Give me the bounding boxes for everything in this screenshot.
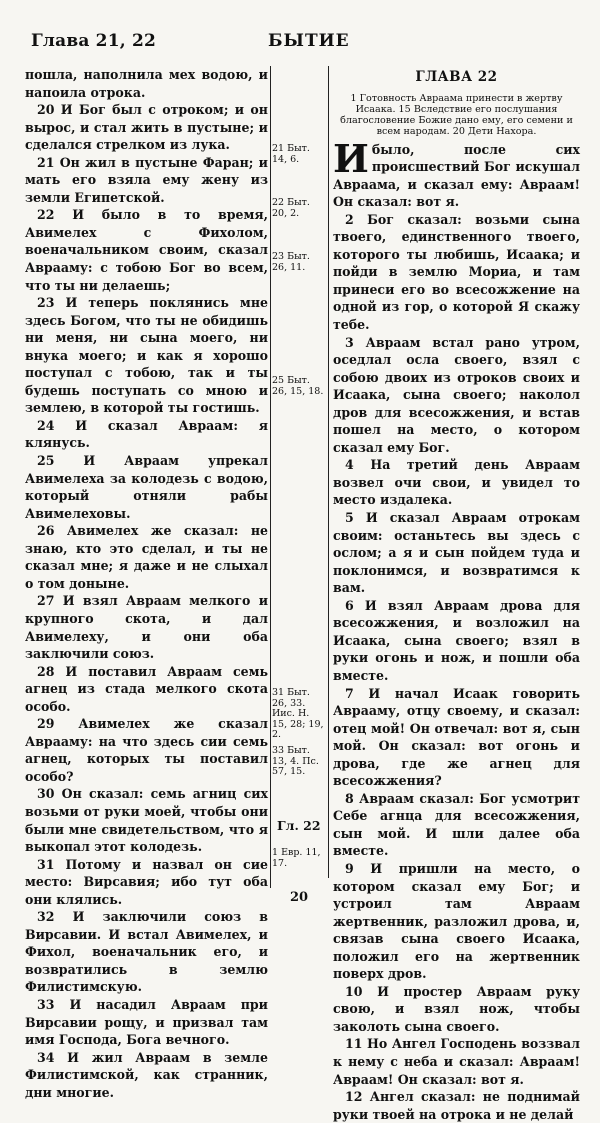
verse-9: 9 И пришли на место, о котором сказал ему Бог; и устроил там Авраам жертвенник, разложил дрова, и, связав сына своего Исаака, положил его на жертвенник поверх дров. [333, 860, 580, 982]
verse-4: 4 На третий день Авраам возвел очи свои, и увидел то место издалека. [333, 457, 580, 508]
verse-7: 7 И начал Исаак говорить Аврааму, отцу своему, и сказал: отец мой! Он отвечал: вот я, сын мой. Он сказал: вот огонь и дрова, где же агнец для всесожжения? [333, 685, 580, 789]
cross-ref: 23 Быт. 26, 11. [272, 251, 310, 273]
verse-3: 3 Авраам встал рано утром, оседлал осла своего, взял с собою двоих из отроков своих и Исаака, сына своего; наколол дров для всесожжения, и встав пошел на место, о котором сказал ему Бог. [333, 334, 580, 455]
verse-12: 12 Ангел сказал: не поднимай руки твоей на отрока и не делай [333, 1089, 580, 1122]
verse-2: 2 Бог сказал: возьми сына твоего, единственного твоего, которого ты любишь, Исаака; и пойди в землю Мориа, и там принеси его во всесожжение на одной из гор, о которой Я скажу тебе. [333, 211, 580, 333]
chapter-marker: Гл. 22 [277, 818, 321, 833]
verse-11: 11 Но Ангел Господень воззвал к нему с неба и сказал: Авраам! Авраам! Он сказал: вот я. [333, 1036, 580, 1087]
verse-1-text: было, после сих происшествий Бог искушал Авраама, и сказал ему: Авраам! Он сказал: вот я. [333, 141, 580, 210]
verse-21: 21 Он жил в пустыне Фаран; и мать его взяла ему жену из земли Египетской. [25, 154, 268, 205]
verse-28: 28 И поставил Авраам семь агнец из стада мелкого скота особо. [25, 663, 268, 714]
verse-33: 33 И насадил Авраам при Вирсавии рощу, и призвал там имя Господа, Бога вечного. [25, 996, 268, 1048]
verse-1 [333, 135, 580, 211]
verse-23: 23 И теперь поклянись мне здесь Богом, что ты не обидишь ни меня, ни сына моего, ни внука моего; и как я хорошо поступал с тобою, так и ты будешь поступать со мною и землею, в которой ты гостишь. [25, 295, 268, 416]
right-column [333, 66, 580, 1123]
verse-6: 6 И взял Авраам дрова для всесожжения, и возложил на Исаака, сына своего; взял в руки огонь и нож, и пошли оба вместе. [333, 597, 580, 683]
cross-ref: 1 Евр. 11, 17. [272, 847, 321, 869]
verse-22: 22 И было в то время, Авимелех с Фихолом, военачальником своим, сказал Аврааму: с тобою Бог во всем, что ты ни делаешь; [25, 207, 268, 293]
verse-31: 31 Потому и назвал он сие место: Вирсавия; ибо тут оба они клялись. [25, 856, 268, 907]
chapter-header: Глава 21, 22 [31, 31, 157, 51]
verse-30: 30 Он сказал: семь агниц сих возьми от руки моей, чтобы они были мне свидетельством, что я выкопал этот колодезь. [25, 786, 268, 855]
verse-34: 34 И жил Авраам в земле Филистимской, как странник, дни многие. [25, 1049, 268, 1100]
column-divider-right [328, 66, 329, 878]
page-number: 20 [290, 890, 309, 905]
cross-ref: 25 Быт. 26, 15, 18. [272, 375, 324, 397]
cross-ref: 31 Быт. 26, 33. Иис. Н. 15, 28; 19, 2. [272, 687, 324, 740]
verse-10: 10 И простер Авраам руку свою, и взял нож, чтобы заколоть сына своего. [333, 983, 580, 1034]
verse-5: 5 И сказал Авраам отрокам своим: останьтесь вы здесь с ослом; а я и сын пойдем туда и поклонимся, и возвратимся к вам. [333, 510, 580, 596]
cross-ref: 22 Быт. 20, 2. [272, 197, 310, 219]
chapter-summary: 1 Готовность Авраама принести в жертву Исаака. 15 Вследствие его послушания благословение Божие дано ему, его семени и всем народам. 20 Дети Нахора. [340, 92, 573, 137]
verse-continuation: пошла, наполнила мех водою, и напоила отрока. [25, 67, 268, 100]
drop-cap: И [333, 135, 369, 181]
cross-ref: 21 Быт. 14, 6. [272, 143, 310, 165]
verse-8: 8 Авраам сказал: Бог усмотрит Себе агнца для всесожжения, сын мой. И шли далее оба вместе. [333, 790, 580, 859]
cross-ref: 33 Быт. 13, 4. Пс. 57, 15. [272, 745, 319, 777]
column-divider-left [270, 66, 271, 888]
verse-24: 24 И сказал Авраам: я клянусь. [25, 417, 268, 451]
book-title: БЫТИЕ [268, 31, 350, 51]
verse-29: 29 Авимелех же сказал Аврааму: на что здесь сии семь агнец, которых ты поставил особо? [25, 716, 268, 784]
verse-27: 27 И взял Авраам мелкого и крупного скота, и дал Авимелеху, и они оба заключили союз. [25, 593, 268, 662]
verse-26: 26 Авимелех же сказал: не знаю, кто это сделал, и ты не сказал мне; я даже и не слыхал о том доныне. [25, 523, 268, 591]
left-column [25, 66, 268, 1101]
chapter-title: ГЛАВА 22 [415, 69, 498, 85]
verse-32: 32 И заключили союз в Вирсавии. И встал Авимелех, и Фихол, военачальник его, и возвратились в землю Филистимскую. [25, 909, 268, 995]
verse-25: 25 И Авраам упрекал Авимелеха за колодезь с водою, который отняли рабы Авимелеховы. [25, 453, 268, 521]
verse-20: 20 И Бог был с отроком; и он вырос, и стал жить в пустыне; и сделался стрелком из лука. [25, 102, 268, 153]
